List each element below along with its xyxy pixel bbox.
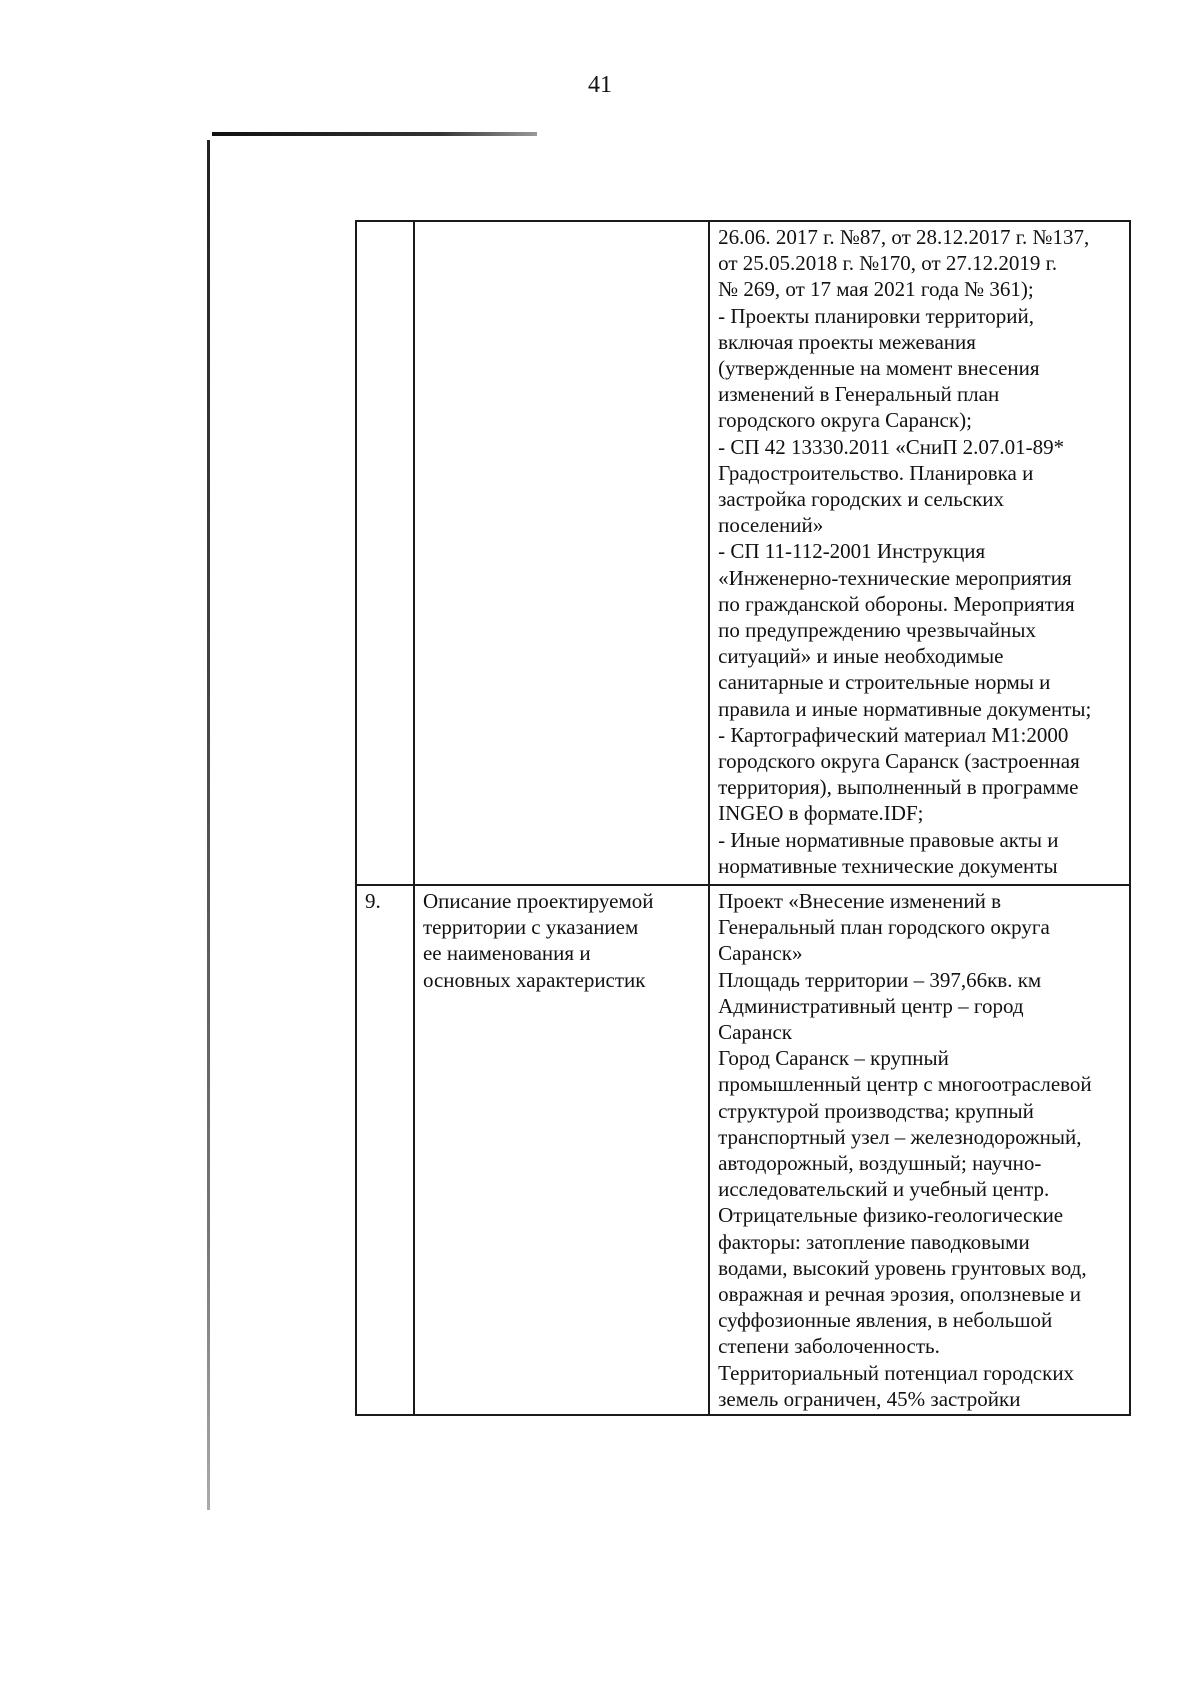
text-line: застройка городских и сельских [718,487,1005,512]
text-line: (утвержденные на момент внесения [718,356,1040,381]
text-line: структурой производства; крупный [718,1098,1034,1123]
text-line: территория), выполненный в программе [718,775,1079,800]
text-line: Площадь территории – 397,66кв. км [718,967,1042,992]
text-line: земель ограничен, 45% застройки [718,1386,1021,1411]
cell-value [709,221,1130,885]
table-row-continuation [356,221,1130,885]
text-line: ее наименования и [422,941,591,966]
text-line: - Картографический материал М1:2000 [718,722,1069,747]
text-line: включая проекты межевания [718,329,976,354]
text-line: факторы: затопление паводковыми [718,1229,1030,1254]
text-line: - СП 11-112-2001 Инструкция [718,539,986,564]
text-line: поселений» [718,513,824,538]
text-line: овражная и речная эрозия, оползневые и [718,1282,1081,1307]
table-row-9 [356,885,1130,1415]
text-line: санитарные и строительные нормы и [718,670,1051,695]
text-line: нормативные технические документы [718,853,1058,878]
cell-number [356,221,414,885]
cell-parameter [414,885,709,1415]
text-line: Описание проектируемой [422,889,654,913]
text-line: Территориальный потенциал городских [718,1360,1075,1385]
requirements-table [355,220,1131,1416]
text-line: транспортный узел – железнодорожный, [718,1124,1082,1149]
text-line: исследовательский и учебный центр. [718,1177,1050,1202]
text-line: по предупреждению чрезвычайных [718,618,1036,643]
text-line: - Проекты планировки территорий, [718,303,1035,328]
cell-number: 9. [356,885,414,1415]
text-line: степени заболоченность. [718,1334,940,1359]
text-line: - СП 42 13330.2011 «СниП 2.07.01-89* [718,434,1065,459]
text-line: основных характеристик [422,967,646,992]
text-line: Отрицательные физико-геологические [718,1203,1064,1228]
text-line: № 269, от 17 мая 2021 года № 361); [718,277,1034,302]
text-line: промышленный центр с многоотраслевой [718,1072,1092,1097]
text-line: INGEO в формате.IDF; [718,801,924,826]
text-line: Саранск» [718,941,803,966]
text-line: городского округа Саранск (застроенная [718,749,1080,774]
text-line: Административный центр – город [718,993,1024,1018]
text-line: автодорожный, воздушный; научно- [718,1151,1042,1176]
text-line: водами, высокий уровень грунтовых вод, [718,1255,1087,1280]
scan-edge-line [207,140,210,1510]
text-line: от 25.05.2018 г. №170, от 27.12.2019 г. [718,251,1058,276]
text-line: правила и иные нормативные документы; [718,696,1092,721]
text-line: по гражданской обороны. Мероприятия [718,591,1075,616]
text-line: - Иные нормативные правовые акты и [718,827,1059,852]
text-line: Генеральный план городского округа [718,915,1050,940]
cell-parameter [414,221,709,885]
text-line: изменений в Генеральный план [718,382,1000,407]
text-line: ситуаций» и иные необходимые [718,644,1004,669]
scan-top-line [212,132,537,136]
text-line: территории с указанием [422,915,639,940]
text-line: суффозионные явления, в небольшой [718,1308,1053,1333]
page-number: 41 [588,72,612,98]
text-line: Город Саранск – крупный [718,1046,949,1071]
cell-value [709,885,1130,1415]
text-line: городского округа Саранск); [718,408,972,433]
text-line: «Инженерно-технические мероприятия [718,565,1072,590]
text-line: Градостроительство. Планировка и [718,460,1034,485]
text-line: Саранск [718,1020,793,1045]
text-line: 26.06. 2017 г. №87, от 28.12.2017 г. №137, [718,225,1090,249]
text-line: Проект «Внесение изменений в [718,889,1002,913]
